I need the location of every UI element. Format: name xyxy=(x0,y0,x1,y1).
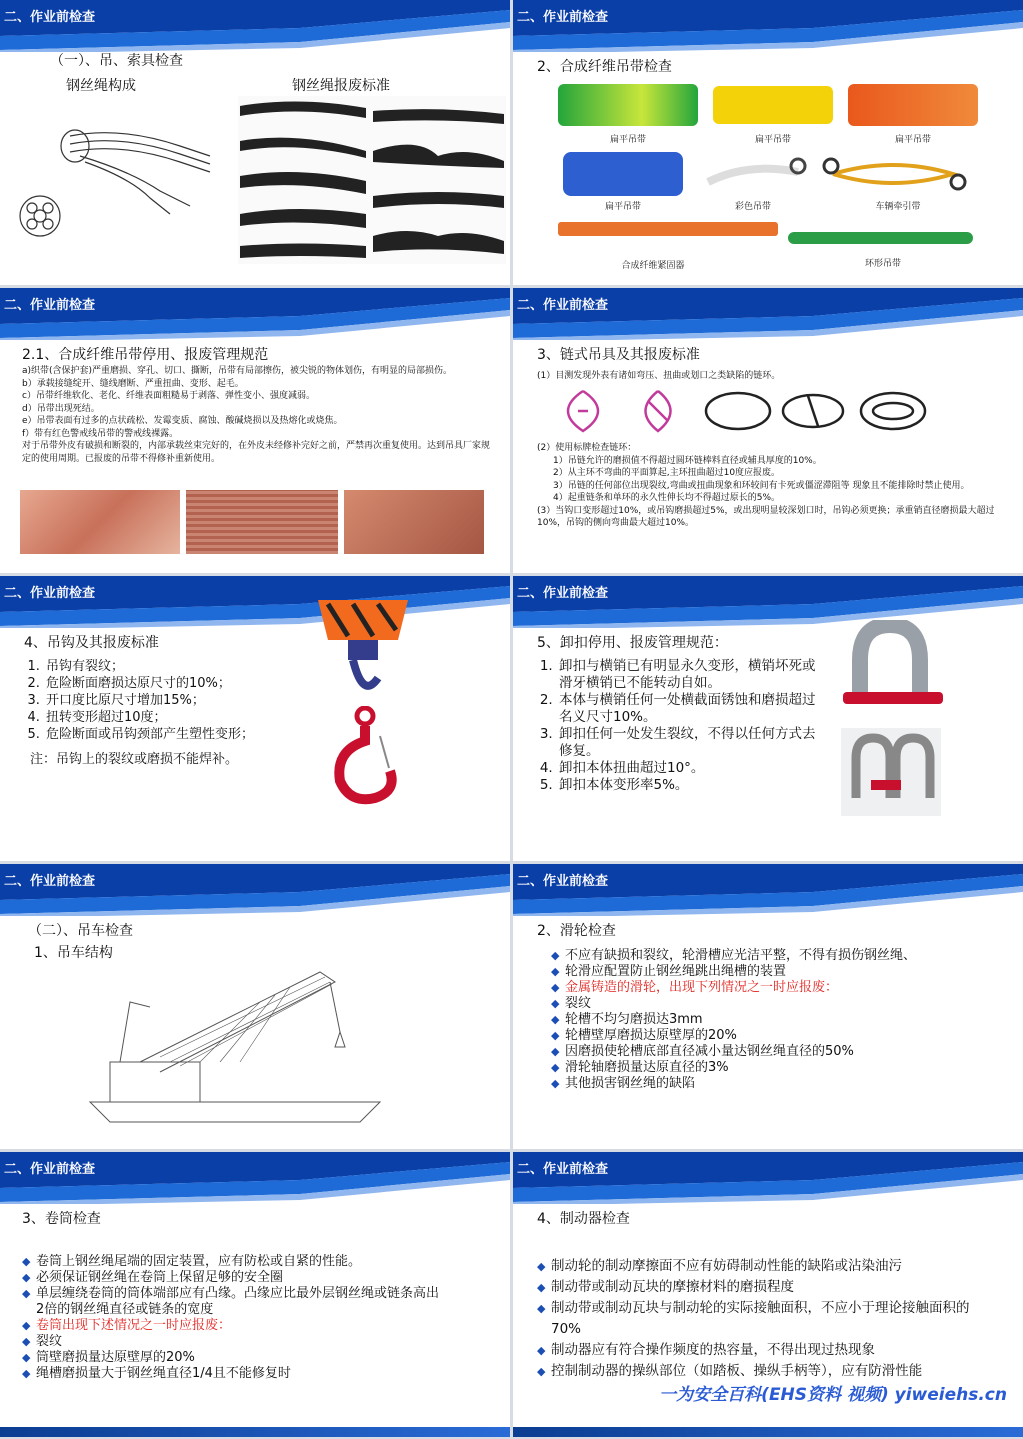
caption: 彩色吊带 xyxy=(734,202,771,212)
webbing-sling-blue-photo xyxy=(563,152,683,196)
hook-block-photo xyxy=(318,600,408,700)
criteria-item: ◆ 制动轮的制动摩擦面不应有妨碍制动性能的缺陷或沾染油污 xyxy=(537,1256,977,1277)
rule-line: e）吊带表面有过多的点状疏松、发霉变质、腐蚀、酸碱烧损以及热熔化或烧焦。 xyxy=(22,416,343,426)
footer-band xyxy=(0,1427,510,1437)
damaged-sling-photo-2 xyxy=(186,490,338,554)
rope-scrap-label: 钢丝绳报废标准 xyxy=(292,78,390,94)
section-heading: （一）、吊、索具检查 xyxy=(50,53,183,69)
damaged-sling-photo-1 xyxy=(20,490,180,554)
criteria-item: 3. 开口度比原尺寸增加15%； xyxy=(44,692,314,709)
slide-2 xyxy=(513,0,1023,285)
slide-8 xyxy=(513,864,1023,1149)
slide-4 xyxy=(513,288,1023,573)
criteria-item: 1. 卸扣与横销已有明显永久变形，横销坏死或滑牙横销已不能转动自如。 xyxy=(557,658,827,692)
criteria-item: ◆ 制动带或制动瓦块的摩擦材料的磨损程度 xyxy=(537,1277,977,1298)
rule-line: c）吊带纤维软化、老化、纤维表面粗糙易于剥落、弹性变小、强度减弱。 xyxy=(22,391,315,401)
criteria-item: ◆ 制动器应有符合操作频度的热容量，不得出现过热现象 xyxy=(537,1340,977,1361)
caption: 扁平吊带 xyxy=(894,135,931,145)
slide-title: 二、作业前检查 xyxy=(517,10,609,25)
criteria-item: ◆ 裂纹 xyxy=(551,996,991,1012)
rule-line: f）带有红色警戒线吊带的警戒线裸露。 xyxy=(22,428,179,439)
slide-9 xyxy=(0,1152,510,1437)
drum-criteria xyxy=(22,1254,447,1382)
red-hook-photo xyxy=(325,706,405,806)
criteria-item: ◆ 轮滑应配置防止钢丝绳跳出绳槽的装置 xyxy=(551,964,991,980)
caption: 环形吊带 xyxy=(864,259,901,269)
footer-band xyxy=(513,1427,1023,1437)
criteria-item: 5. 卸扣本体变形率5%。 xyxy=(557,777,827,794)
criteria-item: ◆ 滑轮轴磨损量达原直径的3% xyxy=(551,1060,991,1076)
chain-rules xyxy=(537,442,1003,530)
brake-criteria xyxy=(537,1256,977,1382)
caption: 合成纤维紧固器 xyxy=(621,261,685,271)
caption: 扁平吊带 xyxy=(754,135,791,145)
section-heading: 2、滑轮检查 xyxy=(537,923,616,939)
criteria-item: ◆ 卷筒出现下述情况之一时应报废： xyxy=(22,1318,447,1334)
wire-rope-diagram xyxy=(10,96,225,261)
criteria-item: ◆ 控制制动器的操纵部位（如踏板、操纵手柄等），应有防滑性能 xyxy=(537,1361,977,1382)
section-heading: 3、链式吊具及其报废标准 xyxy=(537,347,700,363)
slide-title: 二、作业前检查 xyxy=(4,586,96,601)
criteria-item: 4. 卸扣本体扭曲超过10°。 xyxy=(557,760,827,777)
crawler-crane-diagram xyxy=(60,962,410,1127)
section-heading: 4、制动器检查 xyxy=(537,1211,630,1227)
slide-title: 二、作业前检查 xyxy=(517,586,609,601)
criteria-item: ◆ 不应有缺损和裂纹，轮滑槽应光洁平整，不得有损伤钢丝绳、 xyxy=(551,948,991,964)
slide-title: 二、作业前检查 xyxy=(517,1162,609,1177)
bolt-shackle-photo xyxy=(835,620,945,720)
section-heading: 5、卸扣停用、报废管理规范： xyxy=(537,635,728,651)
rule-line: 1）吊链允许的磨损值不得超过圆环链棒料直径或辅具厚度的10%。 xyxy=(553,455,822,466)
criteria-item: ◆ 裂纹 xyxy=(22,1334,447,1350)
rule-line: a)织带(含保护套)严重磨损、穿孔、切口、撕断，吊带有局部擦伤，被尖锐的物体划伤，有明显的局部损伤。 xyxy=(22,366,453,376)
pulley-criteria xyxy=(551,948,991,1092)
rule-line: d）吊带出现死结。 xyxy=(22,403,100,414)
caption: 车辆牵引带 xyxy=(875,202,921,212)
criteria-item: ◆ 轮槽不均匀磨损达3mm xyxy=(551,1012,991,1028)
chain-link-defect-diagrams xyxy=(553,386,993,436)
wire-rope-scrap-photos xyxy=(238,96,506,264)
criteria-item: ◆ 必须保证钢丝绳在卷筒上保留足够的安全圈 xyxy=(22,1270,447,1286)
criteria-item: 1. 吊钩有裂纹； xyxy=(44,658,314,675)
rule-line: 2）从主环不弯曲的平面算起,主环扭曲超过10度应报废。 xyxy=(553,468,781,478)
section-heading: 2.1、合成纤维吊带停用、报废管理规范 xyxy=(22,347,269,363)
criteria-item: 4. 扭转变形超过10度； xyxy=(44,709,314,726)
criteria-item: ◆ 筒壁磨损量达原壁厚的20% xyxy=(22,1350,447,1366)
slide-title: 二、作业前检查 xyxy=(4,1162,96,1177)
towing-strap-photo xyxy=(813,152,973,196)
criteria-item: ◆ 其他损害钢丝绳的缺陷 xyxy=(551,1076,991,1092)
webbing-sling-green-photo xyxy=(558,84,698,126)
section-heading: （二）、吊车检查 xyxy=(28,923,133,939)
slide-1 xyxy=(0,0,510,285)
slide-title: 二、作业前检查 xyxy=(4,874,96,889)
slide-10 xyxy=(513,1152,1023,1437)
caption: 扁平吊带 xyxy=(604,202,641,212)
criteria-item: ◆ 单层缠绕卷筒的筒体端部应有凸缘。凸缘应比最外层钢丝绳或链条高出2倍的钢丝绳直径或链条的宽度 xyxy=(22,1286,447,1318)
caption: 扁平吊带 xyxy=(609,135,646,145)
round-sling-photo xyxy=(698,152,808,196)
slide-3 xyxy=(0,288,510,573)
webbing-sling-orange-photo xyxy=(848,84,978,126)
ratchet-strap-photo xyxy=(558,222,778,236)
watermark: 一为安全百科(EHS资料 视频) yiweiehs.cn xyxy=(659,1385,1007,1405)
criteria-item: 2. 危险断面磨损达原尺寸的10%； xyxy=(44,675,314,692)
hook-note: 注：吊钩上的裂纹或磨损不能焊补。 xyxy=(30,752,239,767)
hook-criteria xyxy=(24,658,314,768)
shackle-criteria xyxy=(537,658,827,794)
criteria-item: ◆ 卷筒上钢丝绳尾端的固定装置，应有防松或自紧的性能。 xyxy=(22,1254,447,1270)
section-heading: 2、合成纤维吊带检查 xyxy=(537,59,672,75)
slide-title: 二、作业前检查 xyxy=(517,874,609,889)
rope-structure-label: 钢丝绳构成 xyxy=(66,78,136,94)
rule-line: 对于吊带外皮有破损和断裂的，内部承载丝束完好的，在外皮未经修补完好之前，严禁再次重复使用。达到吊具厂家规定的使用周期。已报废的吊带不得修补重新使用。 xyxy=(22,441,491,464)
section-heading: 4、吊钩及其报废标准 xyxy=(24,635,159,651)
webbing-sling-yellow-photo xyxy=(713,86,833,124)
slide-title: 二、作业前检查 xyxy=(4,10,96,25)
rule-line: (2）使用标牌检查链环： xyxy=(537,443,637,453)
criteria-item: ◆ 绳槽磨损量大于钢丝绳直径1/4且不能修复时 xyxy=(22,1366,447,1382)
damaged-sling-photo-3 xyxy=(344,490,484,554)
criteria-item: 2. 本体与横销任何一处横截面锈蚀和磨损超过名义尺寸10%。 xyxy=(557,692,827,726)
rule-line: 4）起重链条和单环的永久性伸长均不得超过原长的5%。 xyxy=(553,493,781,503)
screw-pin-shackle-photo xyxy=(841,728,941,816)
criteria-item: 5. 危险断面或吊钩颈部产生塑性变形； xyxy=(44,726,314,743)
slide-5 xyxy=(0,576,510,861)
rule-line: 3）吊链的任何部位出现裂纹,弯曲或扭曲现象和环较间有卡死或僵涩滞阻等 现象且不能排除时禁止使用。 xyxy=(553,480,970,491)
section-subheading: 1、吊车结构 xyxy=(34,945,113,961)
criteria-item: 3. 卸扣任何一处发生裂纹，不得以任何方式去修复。 xyxy=(557,726,827,760)
criteria-item: ◆ 因磨损使轮槽底部直径减小量达钢丝绳直径的50% xyxy=(551,1044,991,1060)
slide-7 xyxy=(0,864,510,1149)
criteria-item: ◆ 制动带或制动瓦块与制动轮的实际接触面积，不应小于理论接触面积的70% xyxy=(537,1298,977,1340)
criteria-item: ◆ 金属铸造的滑轮，出现下列情况之一时应报废： xyxy=(551,980,991,996)
rule-list xyxy=(22,365,492,465)
rule-line: (3）当钩口变形超过10%，或吊钩磨损超过5%，或出现明显较深划口时，吊钩必须更换；承重销直径磨损最大超过10%，吊钩的侧向弯曲最大超过10%。 xyxy=(537,505,995,528)
section-heading: 3、卷筒检查 xyxy=(22,1211,101,1227)
slide-title: 二、作业前检查 xyxy=(517,298,609,313)
slide-title: 二、作业前检查 xyxy=(4,298,96,313)
slide-6 xyxy=(513,576,1023,861)
rule-line: b）承载接缝绽开、缝线磨断、严重扭曲、变形、起毛。 xyxy=(22,378,244,389)
endless-sling-photo xyxy=(788,232,973,244)
chain-intro: (1）目测发现外表有诸如弯压、扭曲或划口之类缺陷的链环。 xyxy=(537,371,781,381)
criteria-item: ◆ 轮槽壁厚磨损达原壁厚的20% xyxy=(551,1028,991,1044)
